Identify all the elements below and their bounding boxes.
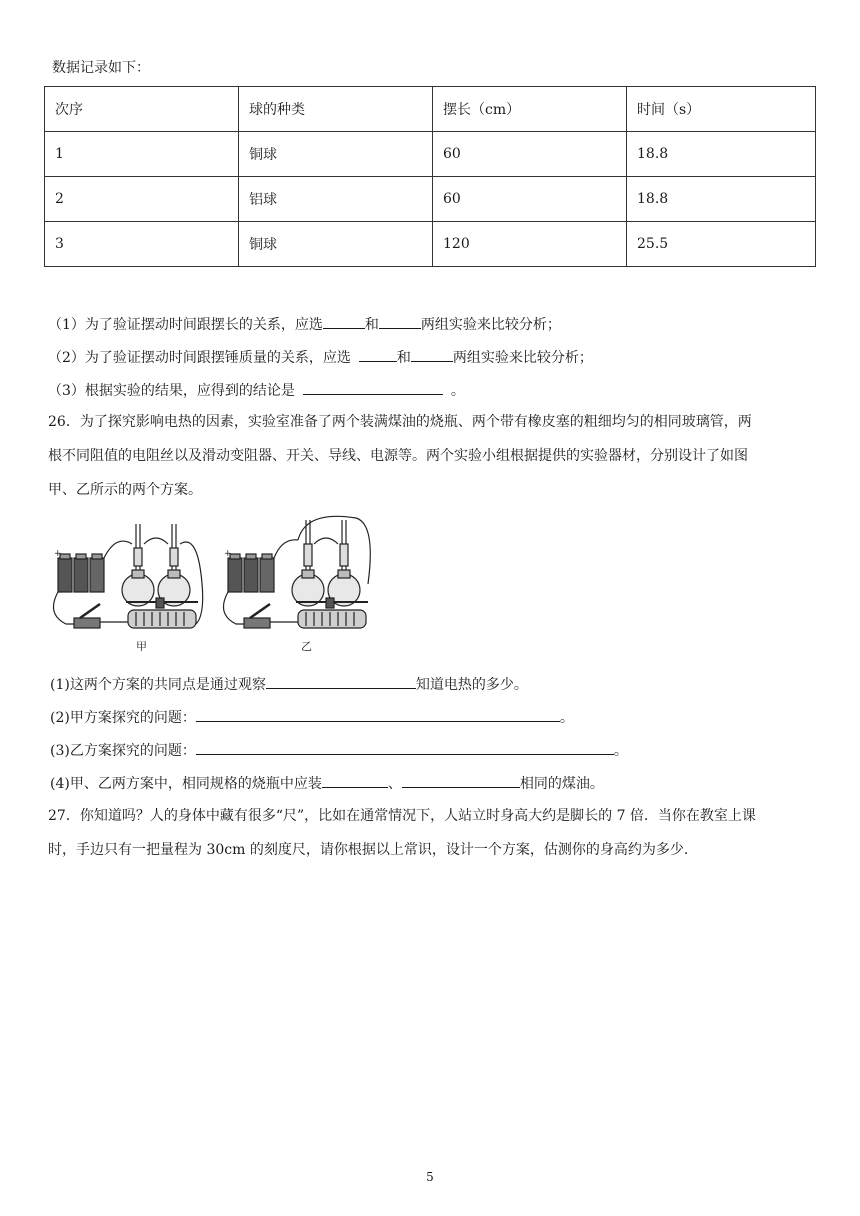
answer-blank[interactable] bbox=[322, 772, 388, 788]
answer-blank[interactable] bbox=[359, 346, 397, 362]
flask-icon bbox=[328, 520, 360, 606]
q25-part1: （1）为了验证摆动时间跟摆长的关系，应选 和 两组实验来比较分析； bbox=[48, 313, 561, 335]
svg-text:+: + bbox=[54, 549, 62, 559]
table-row bbox=[45, 177, 816, 222]
q25-part2: （2）为了验证摆动时间跟摆锤质量的关系，应选 和 两组实验来比较分析； bbox=[48, 346, 593, 368]
table-cell: 铜球 bbox=[239, 132, 433, 177]
switch-icon bbox=[74, 604, 100, 628]
battery-icon bbox=[228, 554, 274, 592]
q26-line1: 26．为了探究影响电热的因素，实验室准备了两个装满煤油的烧瓶、两个带有橡皮塞的粗细均匀的相同玻璃管，两 bbox=[48, 414, 752, 430]
header-cell: 时间（s） bbox=[627, 87, 816, 132]
q25-part3: （3）根据实验的结果，应得到的结论是 。 bbox=[48, 379, 465, 401]
table-cell: 60 bbox=[433, 177, 627, 222]
answer-blank[interactable] bbox=[323, 313, 365, 329]
figure-label-yi: 乙 bbox=[301, 640, 312, 653]
flask-icon bbox=[122, 524, 154, 606]
answer-blank[interactable] bbox=[196, 739, 614, 755]
rheostat-icon bbox=[126, 598, 198, 628]
answer-blank[interactable] bbox=[266, 673, 416, 689]
q26-sub3: (3)乙方案探究的问题： 。 bbox=[50, 739, 628, 761]
answer-blank[interactable] bbox=[196, 706, 560, 722]
header-cell: 次序 bbox=[45, 87, 239, 132]
q26-line2: 根不同阻值的电阻丝以及滑动变阻器、开关、导线、电源等。两个实验小组根据提供的实验器材，分别设计了如图 bbox=[48, 448, 748, 464]
header-cell: 球的种类 bbox=[239, 87, 433, 132]
table-cell: 2 bbox=[45, 177, 239, 222]
svg-text:+: + bbox=[224, 549, 232, 559]
q26-sub1: (1)这两个方案的共同点是通过观察 知道电热的多少。 bbox=[50, 673, 528, 695]
q26-sub4: (4)甲、乙两方案中，相同规格的烧瓶中应装 、 相同的煤油。 bbox=[50, 772, 604, 794]
intro-text: 数据记录如下： bbox=[52, 60, 150, 76]
data-table bbox=[44, 86, 816, 267]
q27-line2: 时，手边只有一把量程为 30cm 的刻度尺，请你根据以上常识，设计一个方案，估测你的身高约为多少. bbox=[48, 842, 689, 858]
q26-line3: 甲、乙所示的两个方案。 bbox=[48, 482, 202, 498]
flask-icon bbox=[292, 520, 324, 606]
header-cell: 摆长（cm） bbox=[433, 87, 627, 132]
rheostat-icon bbox=[296, 598, 368, 628]
figure-label-jia: 甲 bbox=[136, 640, 147, 653]
table-cell: 120 bbox=[433, 222, 627, 267]
table-header-row bbox=[45, 87, 816, 132]
table-cell: 铜球 bbox=[239, 222, 433, 267]
circuit-diagram bbox=[46, 514, 376, 654]
table-cell: 18.8 bbox=[627, 132, 816, 177]
table-cell: 1 bbox=[45, 132, 239, 177]
circuit-figure bbox=[46, 514, 376, 654]
table-cell: 铝球 bbox=[239, 177, 433, 222]
table-cell: 18.8 bbox=[627, 177, 816, 222]
q26-sub2: (2)甲方案探究的问题： 。 bbox=[50, 706, 574, 728]
table-cell: 60 bbox=[433, 132, 627, 177]
flask-icon bbox=[158, 524, 190, 606]
answer-blank[interactable] bbox=[402, 772, 520, 788]
table-cell: 3 bbox=[45, 222, 239, 267]
table-cell: 25.5 bbox=[627, 222, 816, 267]
switch-icon bbox=[244, 604, 270, 628]
table-row bbox=[45, 222, 816, 267]
q27-line1: 27．你知道吗？人的身体中藏有很多“尺”，比如在通常情况下，人站立时身高大约是脚长的 7 倍．当你在教室上课 bbox=[48, 808, 756, 824]
table-row bbox=[45, 132, 816, 177]
answer-blank[interactable] bbox=[379, 313, 421, 329]
page-number: 5 bbox=[426, 1170, 434, 1184]
answer-blank[interactable] bbox=[411, 346, 453, 362]
battery-icon bbox=[58, 554, 104, 592]
answer-blank[interactable] bbox=[303, 379, 443, 395]
